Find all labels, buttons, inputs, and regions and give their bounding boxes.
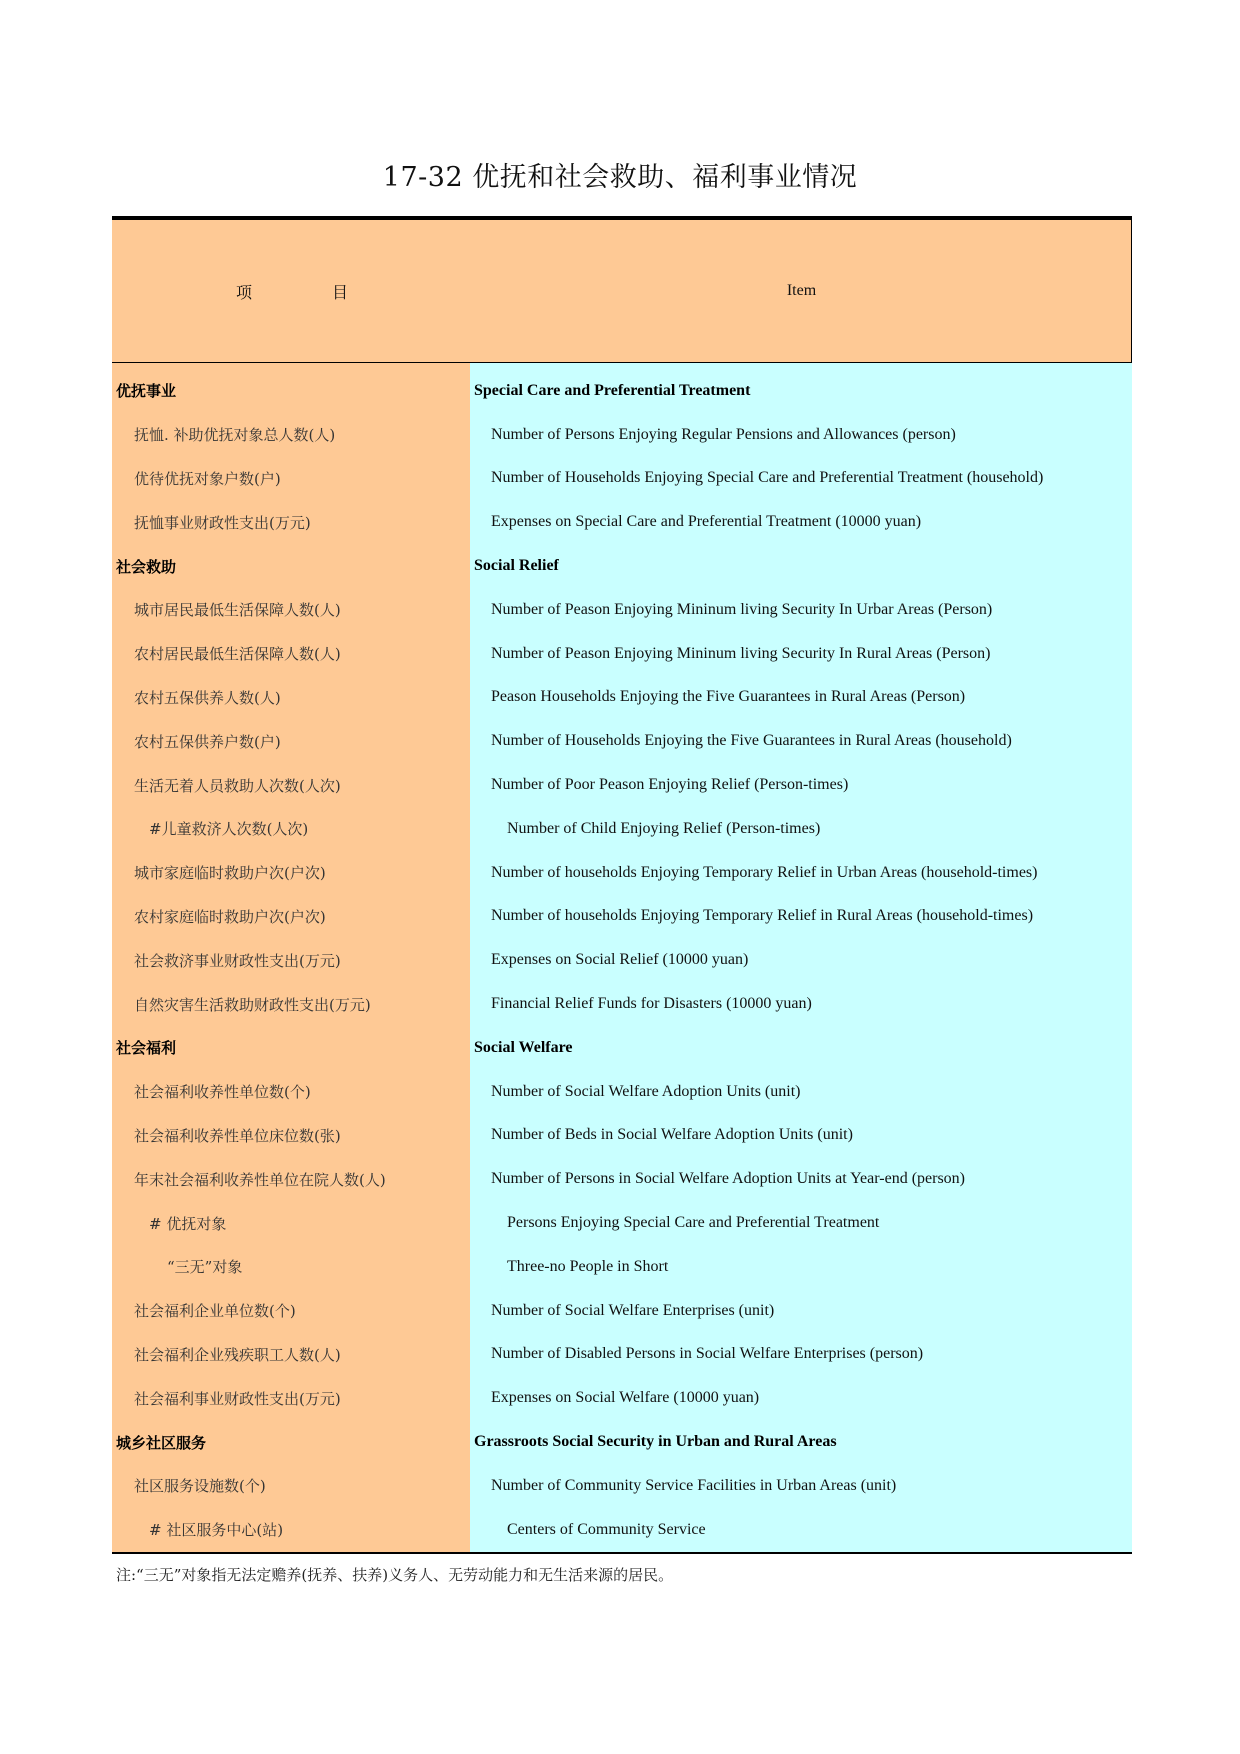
table-row-cn: 自然灾害生活救助财政性支出(万元) [134, 995, 371, 1014]
table-row-en: Number of Households Enjoying the Five Guarantees in Rural Areas (household) [491, 732, 1012, 750]
table-row-en: Number of Persons in Social Welfare Adoption Units at Year-end (person) [491, 1170, 966, 1188]
table-title: 17-32 优抚和社会救助、福利事业情况 [382, 162, 858, 193]
table-row-cn: # 优抚对象 [149, 1214, 227, 1233]
footnote: 注:“三无”对象指无法定赡养(抚养、扶养)义务人、无劳动能力和无生活来源的居民。 [116, 1566, 674, 1584]
table-row-cn: 农村家庭临时救助户次(户次) [134, 907, 326, 926]
table-row-en: Number of Social Welfare Adoption Units (unit) [491, 1082, 801, 1100]
table-row-cn: 抚恤事业财政性支出(万元) [134, 513, 311, 532]
table-row-en: Number of Disabled Persons in Social Welfare Enterprises (person) [491, 1345, 924, 1363]
section-heading-en: Social Relief [474, 557, 559, 575]
table-row-en: Number of households Enjoying Temporary Relief in Urban Areas (household-times) [491, 863, 1038, 881]
section-heading-cn: 社会福利 [116, 1039, 177, 1058]
table-row-cn: 社会福利企业残疾职工人数(人) [134, 1345, 341, 1364]
section-heading-en: Grassroots Social Security in Urban and Rural Areas [474, 1433, 837, 1451]
header-cn-char1: 项 [235, 282, 252, 302]
table-row-cn: 社会福利企业单位数(个) [134, 1302, 296, 1321]
table-row-cn: 社区服务设施数(个) [134, 1477, 266, 1496]
table-row-cn: 社会福利事业财政性支出(万元) [134, 1389, 341, 1408]
table-row-en: Three-no People in Short [507, 1257, 669, 1275]
table-row-cn: 农村五保供养户数(户) [134, 732, 281, 751]
section-heading-cn: 社会救助 [116, 557, 177, 576]
table-row-cn: # 社区服务中心(站) [149, 1521, 284, 1540]
header-item-en: Item [786, 282, 817, 299]
table-row-cn: 社会福利收养性单位床位数(张) [134, 1126, 341, 1145]
table-row-cn: “三无”对象 [167, 1258, 243, 1277]
table-row-en: Number of Peason Enjoying Mininum living Security In Urbar Areas (Person) [491, 600, 993, 618]
table-row-cn: 年末社会福利收养性单位在院人数(人) [134, 1170, 386, 1189]
table-row-cn: #儿童救济人次数(人次) [149, 820, 309, 839]
table-row-en: Centers of Community Service [507, 1520, 706, 1538]
data-table [112, 216, 1132, 1554]
table-row-cn: 城市家庭临时救助户次(户次) [134, 864, 326, 883]
table-row-en: Number of Social Welfare Enterprises (unit) [491, 1301, 775, 1319]
table-row-cn: 社会福利收养性单位数(个) [134, 1083, 311, 1102]
column-chinese [112, 363, 470, 1552]
column-english [470, 363, 1132, 1552]
table-body [112, 363, 1132, 1552]
table-row-cn: 农村居民最低生活保障人数(人) [134, 645, 341, 664]
table-row-en: Number of households Enjoying Temporary Relief in Rural Areas (household-times) [491, 907, 1034, 925]
section-heading-en: Social Welfare [474, 1038, 573, 1056]
table-row-en: Financial Relief Funds for Disasters (10000 yuan) [491, 995, 812, 1013]
table-row-en: Peason Households Enjoying the Five Guarantees in Rural Areas (Person) [491, 688, 966, 706]
bottom-rule [112, 1552, 1132, 1554]
table-row-cn: 抚恤. 补助优抚对象总人数(人) [134, 426, 336, 445]
table-row-en: Number of Peason Enjoying Mininum living Security In Rural Areas (Person) [491, 644, 991, 662]
table-row-en: Number of Community Service Facilities in Urban Areas (unit) [491, 1476, 897, 1494]
table-row-cn: 社会救济事业财政性支出(万元) [134, 951, 341, 970]
section-heading-cn: 优抚事业 [116, 382, 177, 401]
table-row-en: Expenses on Special Care and Preferential Treatment (10000 yuan) [491, 513, 922, 531]
table-row-en: Number of Poor Peason Enjoying Relief (Person-times) [491, 776, 849, 794]
header-cn-char2: 目 [332, 282, 349, 302]
table-row-en: Number of Persons Enjoying Regular Pensions and Allowances (person) [491, 425, 956, 443]
table-row-en: Number of Beds in Social Welfare Adoption Units (unit) [491, 1126, 853, 1144]
table-row-en: Expenses on Social Relief (10000 yuan) [491, 951, 749, 969]
table-row-cn: 农村五保供养人数(人) [134, 688, 281, 707]
table-row-en: Expenses on Social Welfare (10000 yuan) [491, 1389, 760, 1407]
table-row-cn: 生活无着人员救助人次数(人次) [134, 776, 341, 795]
table-row-cn: 优待优抚对象户数(户) [134, 469, 281, 488]
table-row-en: Number of Households Enjoying Special Care and Preferential Treatment (household) [491, 469, 1044, 487]
table-row-cn: 城市居民最低生活保障人数(人) [134, 601, 341, 620]
section-heading-en: Special Care and Preferential Treatment [474, 381, 751, 399]
table-row-en: Number of Child Enjoying Relief (Person-times) [507, 819, 821, 837]
table-row-en: Persons Enjoying Special Care and Preferential Treatment [507, 1214, 880, 1232]
header-item-cn [112, 220, 472, 362]
table-header [112, 220, 1132, 363]
section-heading-cn: 城乡社区服务 [116, 1433, 207, 1452]
